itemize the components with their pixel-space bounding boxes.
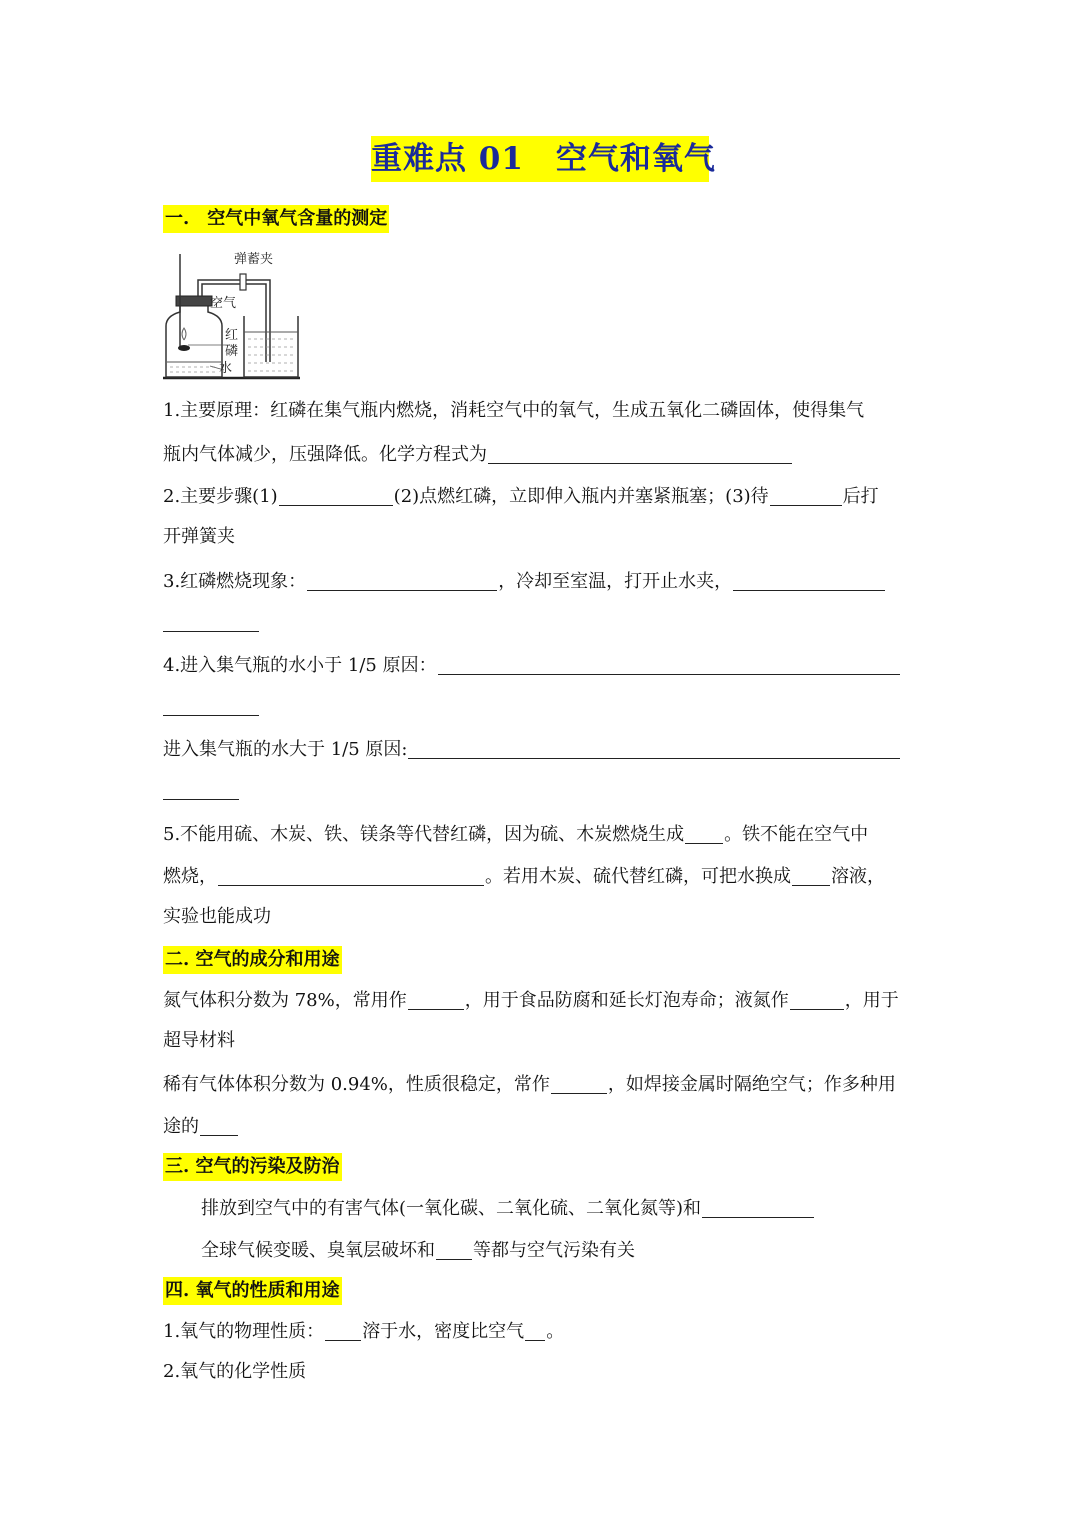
text-line: 5.不能用硫、木炭、铁、镁条等代替红磷，因为硫、木炭燃烧生成 。铁不能在空气中 [163,817,923,849]
answer-blank[interactable] [163,714,259,716]
text-line: 全球气候变暖、臭氧层破坏和 等都与空气污染有关 [201,1233,901,1265]
answer-blank[interactable] [408,987,464,1010]
text-line: 1.主要原理：红磷在集气瓶内燃烧，消耗空气中的氧气，生成五氧化二磷固体，使得集气 [163,400,865,421]
text-line: 超导材料 [163,1030,235,1051]
answer-blank[interactable] [685,821,723,844]
section-heading-3: 三. 空气的污染及防治 [163,1153,342,1181]
label-red: 红 [225,328,239,343]
text-line: 途的 [163,1109,923,1141]
answer-blank[interactable] [408,736,900,759]
section-heading-4: 四. 氧气的性质和用途 [163,1277,342,1305]
answer-blank[interactable] [438,652,900,675]
text-line: 2.主要步骤(1) (2)点燃红磷，立即伸入瓶内并塞紧瓶塞；(3)待 后打 [163,479,923,511]
section-heading-2: 二. 空气的成分和用途 [163,946,342,974]
text-line: 稀有气体体积分数为 0.94%，性质很稳定，常作 ，如焊接金属时隔绝空气；作多种用 [163,1067,923,1099]
answer-blank[interactable] [436,1237,472,1260]
answer-blank[interactable] [307,568,497,591]
text-line: 进入集气瓶的水大于 1/5 原因: [163,732,923,764]
label-water: 水 [219,361,233,376]
text-line: 燃烧， 。若用木炭、硫代替红磷，可把水换成 溶液， [163,859,923,891]
answer-blank[interactable] [279,483,393,506]
text-line: 实验也能成功 [163,906,271,927]
answer-blank[interactable] [163,798,239,800]
answer-blank[interactable] [770,483,842,506]
answer-blank[interactable] [790,987,844,1010]
answer-blank[interactable] [218,863,484,886]
text-line: 氮气体积分数为 78%，常用作 ，用于食品防腐和延长灯泡寿命；液氮作 ，用于 [163,983,923,1015]
label-spring-clip: 弹蓄夹 [234,252,274,267]
text-line: 瓶内气体减少，压强降低。化学方程式为 [163,437,923,469]
apparatus-diagram [158,244,308,384]
answer-blank[interactable] [792,863,830,886]
answer-blank[interactable] [163,630,259,632]
text-line: 开弹簧夹 [163,526,235,547]
text-line: 4.进入集气瓶的水小于 1/5 原因： [163,648,923,680]
text-line: 3.红磷燃烧现象： ，冷却至室温，打开止水夹， [163,564,923,596]
text-line: 2.氧气的化学性质 [163,1361,307,1382]
label-phosphorus: 磷 [225,344,239,359]
label-air: 空气 [210,296,237,311]
answer-blank[interactable] [200,1113,238,1136]
page-title: 重难点 01 空气和氧气 [371,136,709,182]
answer-blank[interactable] [325,1318,361,1341]
text-line: 1.氧气的物理性质： 溶于水，密度比空气 。 [163,1314,923,1346]
section-heading-1: 一. 空气中氧气含量的测定 [163,205,389,233]
answer-blank[interactable] [551,1071,607,1094]
answer-blank[interactable] [525,1318,545,1341]
answer-blank[interactable] [488,441,792,464]
answer-blank[interactable] [733,568,885,591]
answer-blank[interactable] [702,1195,814,1218]
text-line: 排放到空气中的有害气体(一氧化碳、二氧化硫、二氧化氮等)和 [201,1191,901,1223]
